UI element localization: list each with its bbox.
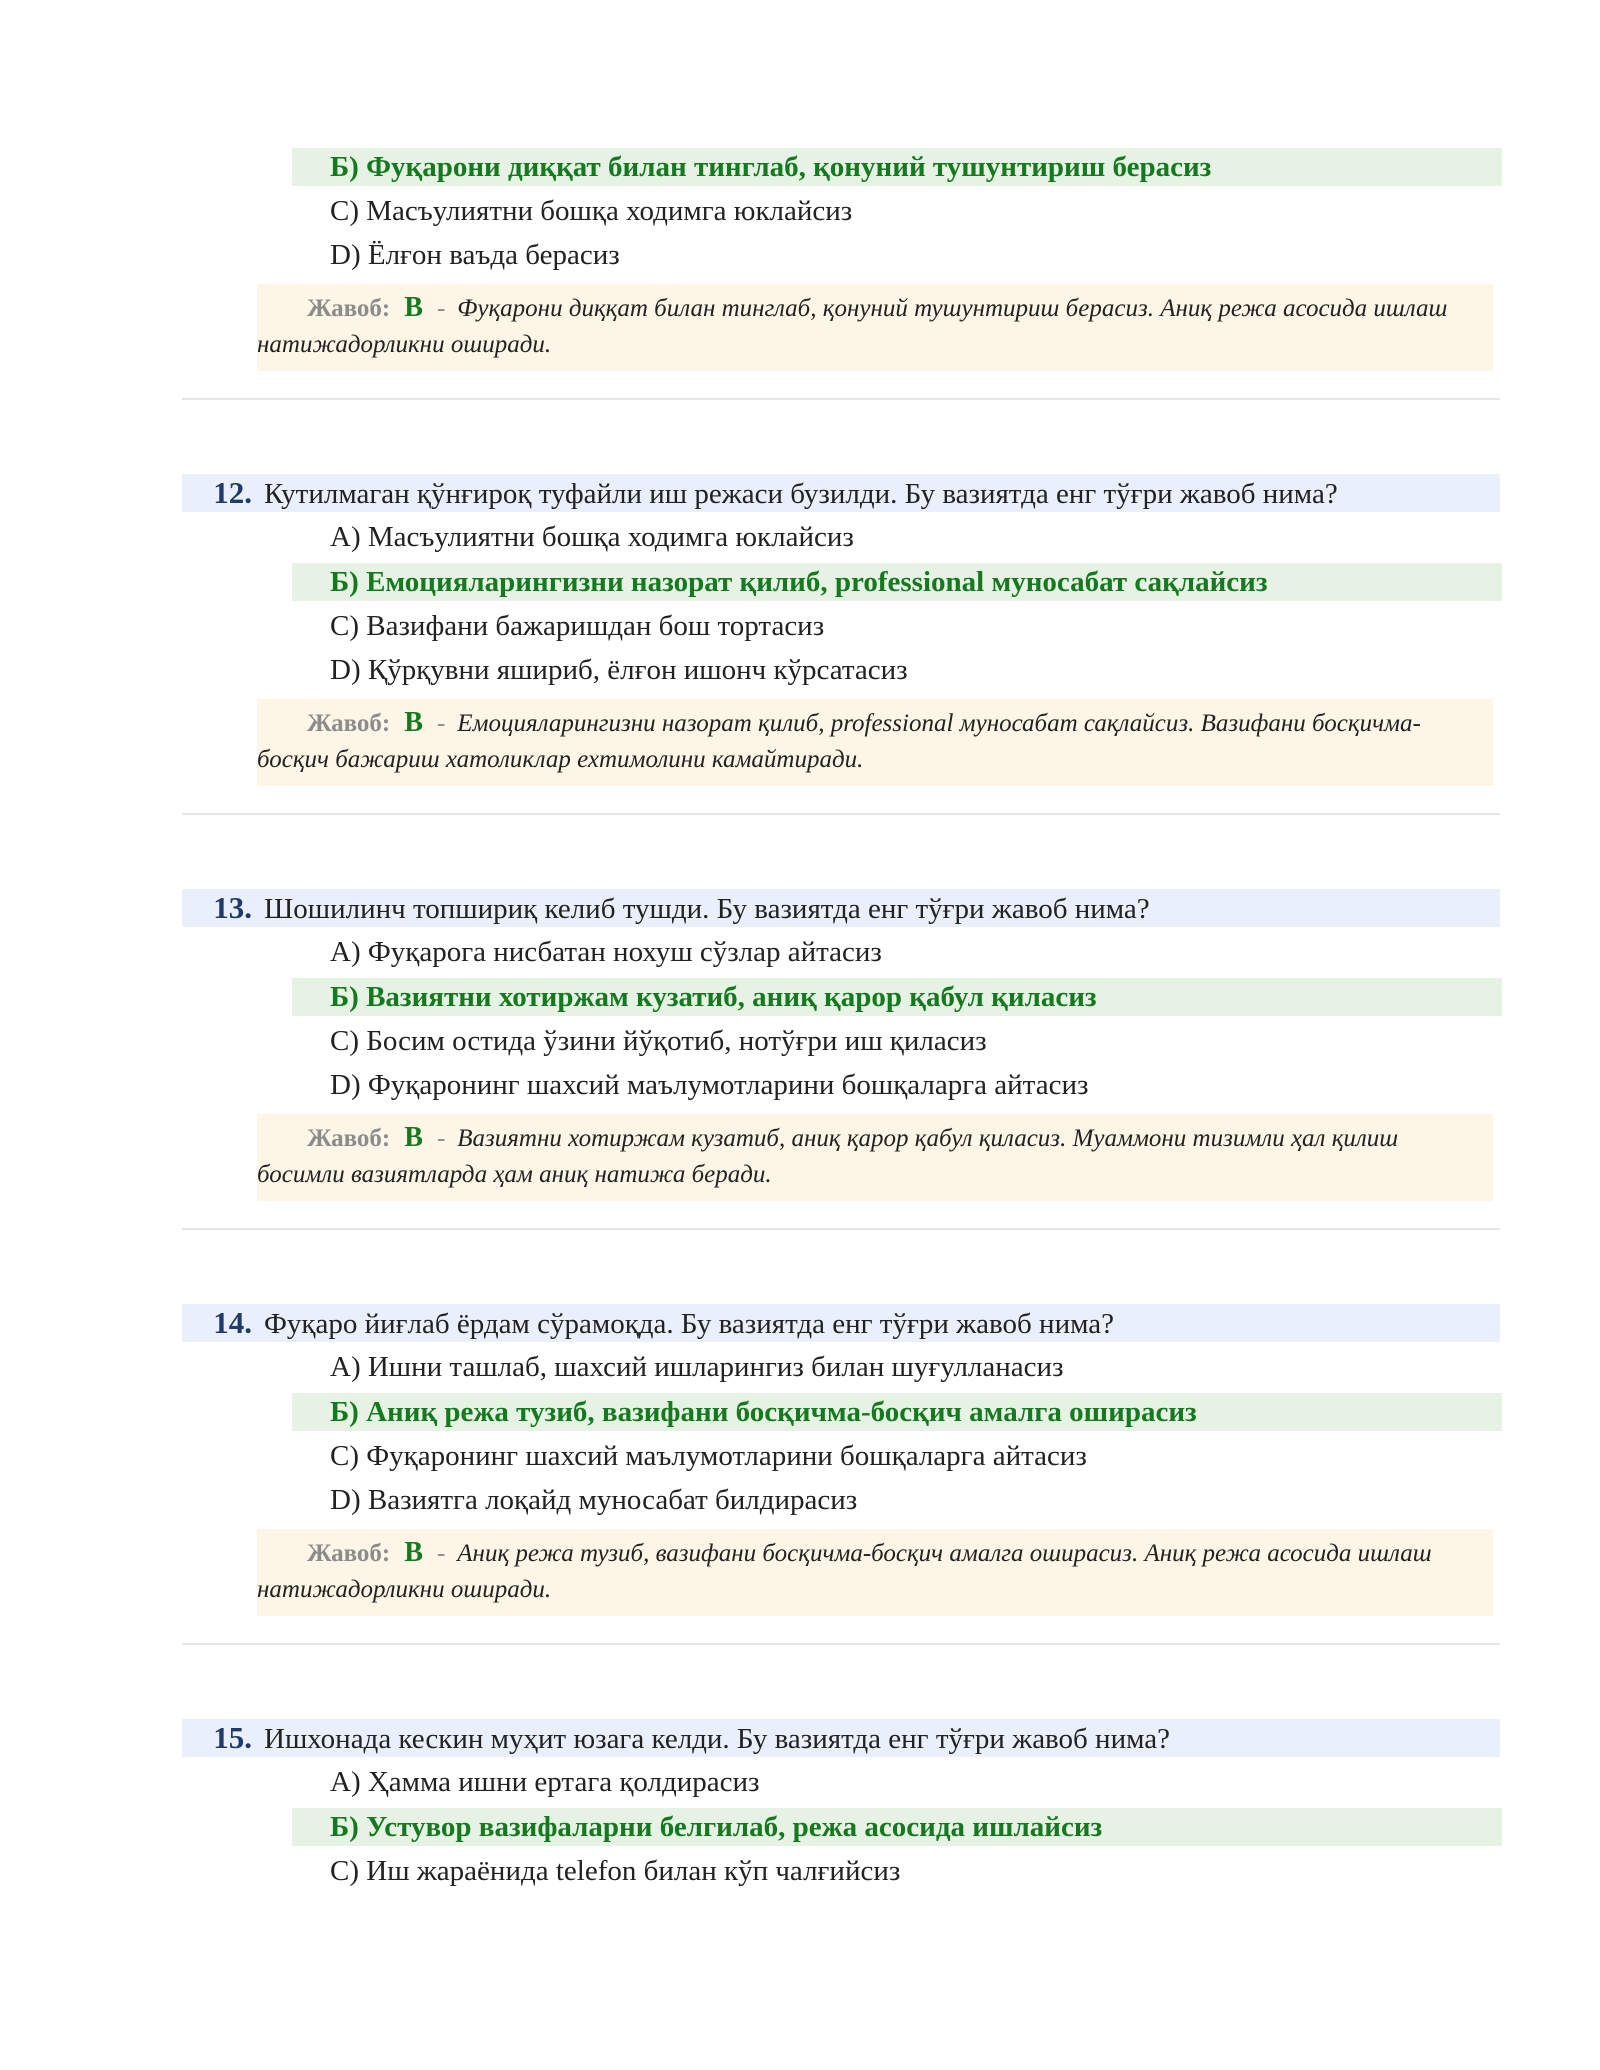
answer-dash: - bbox=[436, 1540, 446, 1567]
answer-text: Фуқарони диққат билан тинглаб, қонуний тушунтириш берасиз. Аниқ режа асосида ишлаш натижадорликни оширади. bbox=[257, 295, 1448, 358]
question-text: Фуқаро йиғлаб ёрдам сўрамоқда. Бу вазиятда енг тўғри жавоб нима? bbox=[264, 1308, 1114, 1340]
question-text: Шошилинч топшириқ келиб тушди. Бу вазиятда енг тўғри жавоб нима? bbox=[264, 893, 1150, 925]
answer-dash: - bbox=[436, 710, 446, 737]
question-number: 12. bbox=[213, 475, 252, 510]
divider bbox=[182, 1228, 1500, 1230]
answer-letter: B bbox=[404, 1122, 423, 1153]
question-number: 13. bbox=[213, 890, 252, 925]
option: A) Ҳамма ишни ертага қолдирасиз bbox=[330, 1766, 760, 1798]
option-correct: Б) Вазиятни хотиржам кузатиб, аниқ қарор қабул қиласиз bbox=[292, 978, 1502, 1016]
answer-letter: B bbox=[404, 707, 423, 738]
answer-text: Емоцияларингизни назорат қилиб, professional муносабат сақлайсиз. Вазифани босқичма-босқич бажариш хатоликлар ехтимолини камайтиради. bbox=[257, 710, 1421, 773]
answer-label: Жавоб: bbox=[307, 710, 391, 737]
question-number: 15. bbox=[213, 1720, 252, 1755]
option: A) Масъулиятни бошқа ходимга юклайсиз bbox=[330, 521, 854, 553]
answer-label: Жавоб: bbox=[307, 1540, 391, 1567]
question-header bbox=[182, 1304, 1500, 1342]
option: C) Иш жараёнида telefon билан кўп чалғийсиз bbox=[330, 1855, 901, 1887]
divider bbox=[182, 1643, 1500, 1645]
option: C) Масъулиятни бошқа ходимга юклайсиз bbox=[330, 195, 853, 227]
option-correct: Б) Емоцияларингизни назорат қилиб, professional муносабат сақлайсиз bbox=[292, 563, 1502, 601]
answer-box bbox=[257, 1114, 1493, 1201]
answer-text: Аниқ режа тузиб, вазифани босқичма-босқич амалга оширасиз. Аниқ режа асосида ишлаш натижадорликни оширади. bbox=[257, 1540, 1432, 1603]
answer-label: Жавоб: bbox=[307, 1125, 391, 1152]
question-text: Кутилмаган қўнғироқ туфайли иш режаси бузилди. Бу вазиятда енг тўғри жавоб нима? bbox=[264, 478, 1338, 510]
answer-dash: - bbox=[436, 295, 446, 322]
option-correct: Б) Устувор вазифаларни белгилаб, режа асосида ишлайсиз bbox=[292, 1808, 1502, 1846]
option: D) Фуқаронинг шахсий маълумотларини бошқаларга айтасиз bbox=[330, 1069, 1089, 1101]
divider bbox=[182, 813, 1500, 815]
answer-box bbox=[257, 699, 1493, 786]
option: A) Ишни ташлаб, шахсий ишларингиз билан шуғулланасиз bbox=[330, 1351, 1064, 1383]
option: D) Қўрқувни яшириб, ёлғон ишонч кўрсатасиз bbox=[330, 654, 908, 686]
answer-letter: B bbox=[404, 1537, 423, 1568]
answer-text: Вазиятни хотиржам кузатиб, аниқ қарор қабул қиласиз. Муаммони тизимли ҳал қилиш босимли вазиятларда ҳам аниқ натижа беради. bbox=[257, 1125, 1399, 1188]
answer-box bbox=[257, 284, 1493, 371]
option: C) Фуқаронинг шахсий маълумотларини бошқаларга айтасиз bbox=[330, 1440, 1087, 1472]
answer-label: Жавоб: bbox=[307, 295, 391, 322]
divider bbox=[182, 398, 1500, 400]
answer-box bbox=[257, 1529, 1493, 1616]
question-header bbox=[182, 474, 1500, 512]
question-header bbox=[182, 1719, 1500, 1757]
option: A) Фуқарога нисбатан нохуш сўзлар айтасиз bbox=[330, 936, 882, 968]
question-text: Ишхонада кескин муҳит юзага келди. Бу вазиятда енг тўғри жавоб нима? bbox=[264, 1723, 1170, 1755]
option-correct: Б) Аниқ режа тузиб, вазифани босқичма-босқич амалга оширасиз bbox=[292, 1393, 1502, 1431]
question-number: 14. bbox=[213, 1305, 252, 1340]
option: D) Ёлғон ваъда берасиз bbox=[330, 239, 620, 271]
option: C) Вазифани бажаришдан бош тортасиз bbox=[330, 610, 825, 642]
option-correct: Б) Фуқарони диққат билан тинглаб, қонуний тушунтириш берасиз bbox=[292, 148, 1502, 186]
question-header bbox=[182, 889, 1500, 927]
option: C) Босим остида ўзини йўқотиб, нотўғри иш қиласиз bbox=[330, 1025, 987, 1057]
answer-letter: B bbox=[404, 292, 423, 323]
answer-dash: - bbox=[436, 1125, 446, 1152]
option: D) Вазиятга лоқайд муносабат билдирасиз bbox=[330, 1484, 858, 1516]
